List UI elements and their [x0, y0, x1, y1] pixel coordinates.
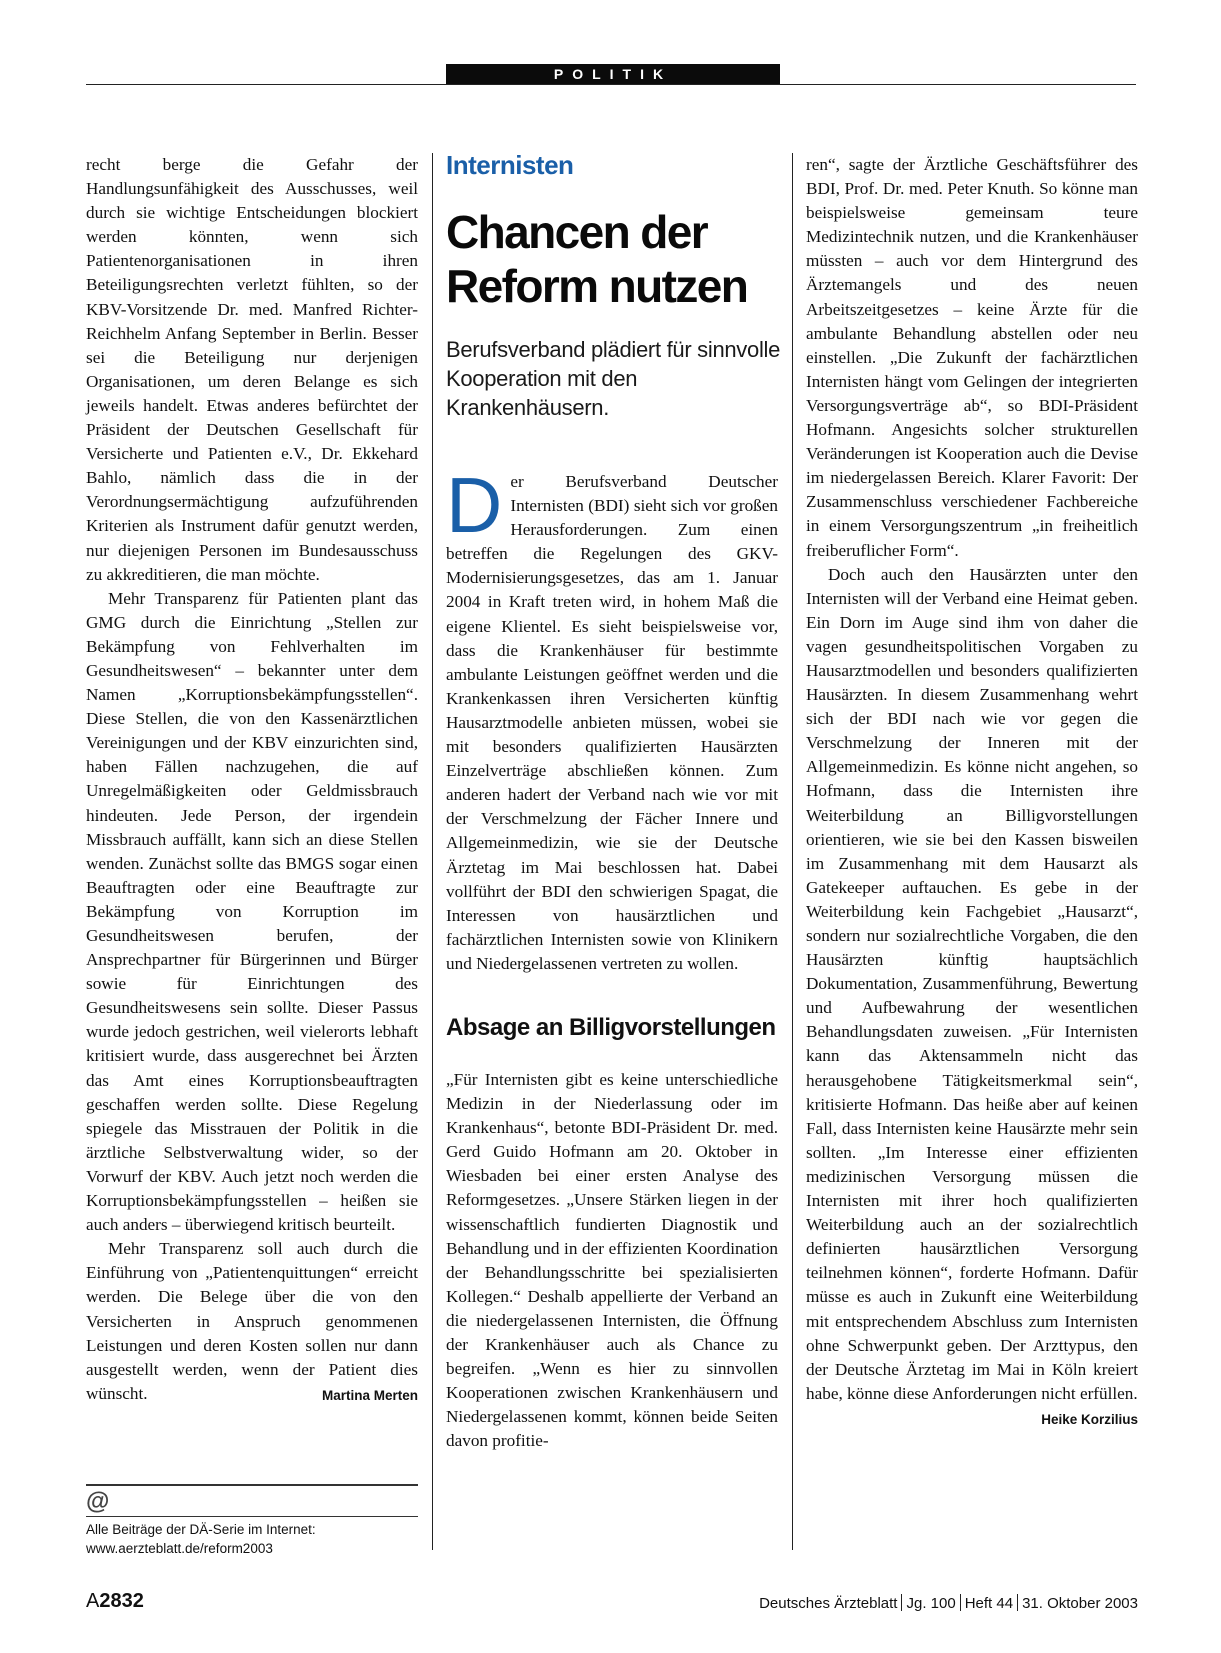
right-paragraph-1: ren“, sagte der Ärztliche Geschäftsführer des BDI, Prof. Dr. med. Peter Knuth. So könne man beispielsweise gemeinsam teure Medizintechnik nutzen, und die Krankenhäuser müssten – auch vor dem Hintergrund des Ärztemangels und des neuen Arbeitszeitgesetzes – keine Ärzte für die ambulante Behandlung abstellen oder neu einstellen. „Die Zukunft der fachärztlichen Internisten hängt vom Gelingen der integrierten Versorgungsverträge ab“, so BDI-Präsident Hofmann. Angesichts solcher strukturellen Veränderungen ist Kooperation auch die Devise im niedergelassen Bereich. Klarer Favorit: Der Zusammenschluss verschiedener Fachbereiche in einem Versorgungszentrum „in freiheitlich freiberuflicher Form“.	[806, 155, 1138, 560]
footer-separator	[901, 1594, 902, 1611]
column-divider-right	[792, 153, 793, 1550]
header-rule	[86, 84, 1136, 85]
author-left: Martina Merten	[321, 1387, 418, 1403]
left-paragraph-1: recht berge die Gefahr der Handlungsunfähigkeit des Ausschusses, weil durch sie wichtige Entscheidungen blockiert werden könnten, wenn sich Patientenorganisationen in ihren Beteiligungsrechten verletzt fühlten, so der KBV-Vorsitzende Dr. med. Manfred Richter-Reichhelm Anfang September in Berlin. Besser sei die Beteiligung nur derjenigen Organisationen, um deren Belange es sich jeweils handelt. Etwas anderes befürchtet der Präsident der Deutschen Gesellschaft für Versicherte und Patienten e.V., Dr. Ekkehard Bahlo, nämlich dass die in der Verordnungsermächtigung aufzuführenden Kriterien als Instrument dafür genutzt werden, nur diejenigen Personen im Bundesausschuss zu akkreditieren, die man möchte.	[86, 155, 418, 584]
journal-name: Deutsches Ärzteblatt	[759, 1595, 898, 1612]
article-headline: Chancen der Reform nutzen	[446, 206, 748, 312]
journal-date: 31. Oktober 2003	[1022, 1595, 1138, 1612]
web-note: Alle Beiträge der DÄ-Serie im Internet: www.aerzteblatt.de/reform2003	[86, 1522, 316, 1556]
web-note-rule	[86, 1516, 418, 1517]
right-column	[806, 153, 1138, 1432]
right-paragraph-2-text: Doch auch den Hausärzten unter den Internisten will der Verband eine Heimat geben. Ein Dorn im Auge sind ihm von daher die vagen gesundheitspolitischen Vorgaben zu Hausarztmodellen und besonders qualifizierten Hausärzten. In diesem Zusammenhang wehrt sich der BDI nach wie vor gegen die Verschmelzung der Inneren mit der Allgemeinmedizin. Es könne nicht angehen, so Hofmann, dass die Internisten ihre Weiterbildung an Billigvorstellungen orientieren, wie sie bei den Kassen bisweilen im Zusammenhang mit dem Hausarzt als Gatekeeper auftauchen. Es gebe in der Weiterbildung kein Fachgebiet „Hausarzt“, sondern nur sozialrechtliche Vorgaben, die den Hausärzten künftig hauptsächlich Dokumentation, Zusammenführung, Bewertung und Aufbewahrung der wesentlichen Behandlungsdaten zuweisen. „Für Internisten kann das Aktensammeln nicht das herausgehobene Tätigkeitsmerkmal sein“, kritisierte Hofmann. Das heiße aber auf keinen Fall, dass Internisten keine Hausärzte mehr sein sollten. „Im Interesse einer effizienten medizinischen Versorgung müssen die Internisten mit ihrer hoch qualifizierten Weiterbildung auch an der sozialrechtlich definierten hausärztlichen Versorgung teilnehmen können“, forderte Hofmann. Dafür müsse es auch in Zukunft eine Weiterbildung mit entsprechendem Abschluss zum Internisten ohne Schwerpunkt geben. Der Arzttypus, den der Deutsche Ärztetag im Mai in Köln kreiert habe, könne diese Anforderungen nicht erfüllen.	[806, 564, 1138, 1403]
journal-issue: Heft 44	[964, 1595, 1014, 1612]
footer-citation	[759, 1594, 1138, 1612]
web-note-rule-top	[86, 1484, 418, 1486]
middle-paragraph-2: „Für Internisten gibt es keine unterschiedliche Medizin in der Niederlassung oder im Krankenhaus“, betonte BDI-Präsident Dr. med. Gerd Guido Hofmann am 20. Oktober in Wiesbaden bei einer ersten Analyse des Reformgesetzes. „Unsere Stärken liegen in der wissenschaftlich fundierten Diagnostik und Behandlung und in der effizienten Koordination der Behandlungsschritte bei spezialisierten Kollegen.“ Deshalb appellierte der Verband an die niedergelassenen Internisten, die Öffnung der Krankenhäuser auch als Chance zu begreifen. „Wenn es hier zu sinnvollen Kooperationen zwischen Krankenhäusern und Niedergelassenen kommt, können beide Seiten davon profitie-	[446, 1069, 778, 1451]
dropcap: D	[446, 461, 503, 549]
article-kicker: Internisten	[446, 150, 574, 180]
article-subline: Berufsverband plädiert für sinnvolle Kooperation mit den Krankenhäusern.	[446, 337, 781, 420]
footer-separator	[960, 1594, 961, 1611]
right-paragraph-2	[806, 563, 1138, 1427]
left-paragraph-3-text: Mehr Transparenz soll auch durch die Einführung von „Patientenquittungen“ erreicht werden. Die Belege über die von den Versicherten in Anspruch genommenen Leistungen und deren Kosten sollen nur dann ausgestellt werden, wenn der Patient dies wünscht.	[86, 1239, 418, 1403]
article-subhead: Absage an Billigvorstellungen	[446, 1013, 776, 1041]
author-right: Heike Korzilius	[1041, 1411, 1138, 1427]
journal-volume: Jg. 100	[906, 1595, 956, 1612]
section-tag: POLITIK	[446, 64, 780, 85]
left-paragraph-3	[86, 1237, 418, 1406]
lead-text: er Berufsverband Deutscher Internisten (BDI) sieht sich vor großen Herausforderungen. Zum einen betreffen die Regelungen des GKV-Modernisierungsgesetzes, das am 1. Januar 2004 in Kraft treten wird, in hohem Maß die eigene Klientel. Es sieht beispielsweise vor, dass die Krankenhäuser für bestimmte ambulante Leistungen geöffnet werden und die Krankenkassen ihren Versicherten künftig Hausarztmodelle anbieten müssen, wobei sie mit besonders qualifizierten Hausärzten Einzelverträge abschließen können. Zum anderen hadert der Verband nach wie vor mit der Verschmelzung der Fächer Innere und Allgemeinmedizin, wie sie der Deutsche Ärztetag im Mai beschlossen hat. Dabei vollführt der BDI den schwierigen Spagat, die Interessen von hausärztlichen und fachärztlichen Internisten sowie von Klinikern und Niedergelassenen vertreten zu wollen.	[446, 472, 778, 973]
page-number	[86, 1590, 144, 1613]
page-number-value: 2832	[99, 1590, 144, 1612]
page-prefix: A	[86, 1590, 100, 1612]
at-icon: @	[86, 1488, 110, 1515]
left-paragraph-2: Mehr Transparenz für Patienten plant das GMG durch die Einrichtung „Stellen zur Bekämpfung von Fehlverhalten im Gesundheitswesen“ – bekannter unter dem Namen „Korruptionsbekämpfungsstellen“. Diese Stellen, die von den Kassenärztlichen Vereinigungen und der KBV einzurichten sind, haben Fällen nachzugehen, die auf Unregelmäßigkeiten oder Geldmissbrauch hindeuten. Jede Person, der irgendein Missbrauch auffällt, kann sich an diese Stellen wenden. Zunächst sollte das BMGS sogar einen Beauftragten oder eine Beauftragte zur Bekämpfung von Korruption im Gesundheitswesen berufen, der Ansprechpartner für Bürgerinnen und Bürger sowie für Einrichtungen des Gesundheitswesens sein sollte. Dieser Passus wurde jedoch gestrichen, weil vielerorts lebhaft kritisiert wurde, dass ausgerechnet bei Ärzten das Amt eines Korruptionsbeauftragten geschaffen werden sollte. Diese Regelung spiegele das Misstrauen der Politik in die ärztliche Selbstverwaltung wider, so der Vorwurf der KBV. Auch jetzt noch werden die Korruptionsbekämpfungsstellen – heißen sie auch anders – überwiegend kritisch beurteilt.	[86, 588, 418, 1235]
left-column	[86, 153, 418, 1408]
column-divider-left	[432, 153, 433, 1550]
lead-paragraph	[446, 461, 778, 976]
footer-separator	[1017, 1594, 1018, 1611]
middle-column	[446, 461, 778, 1453]
